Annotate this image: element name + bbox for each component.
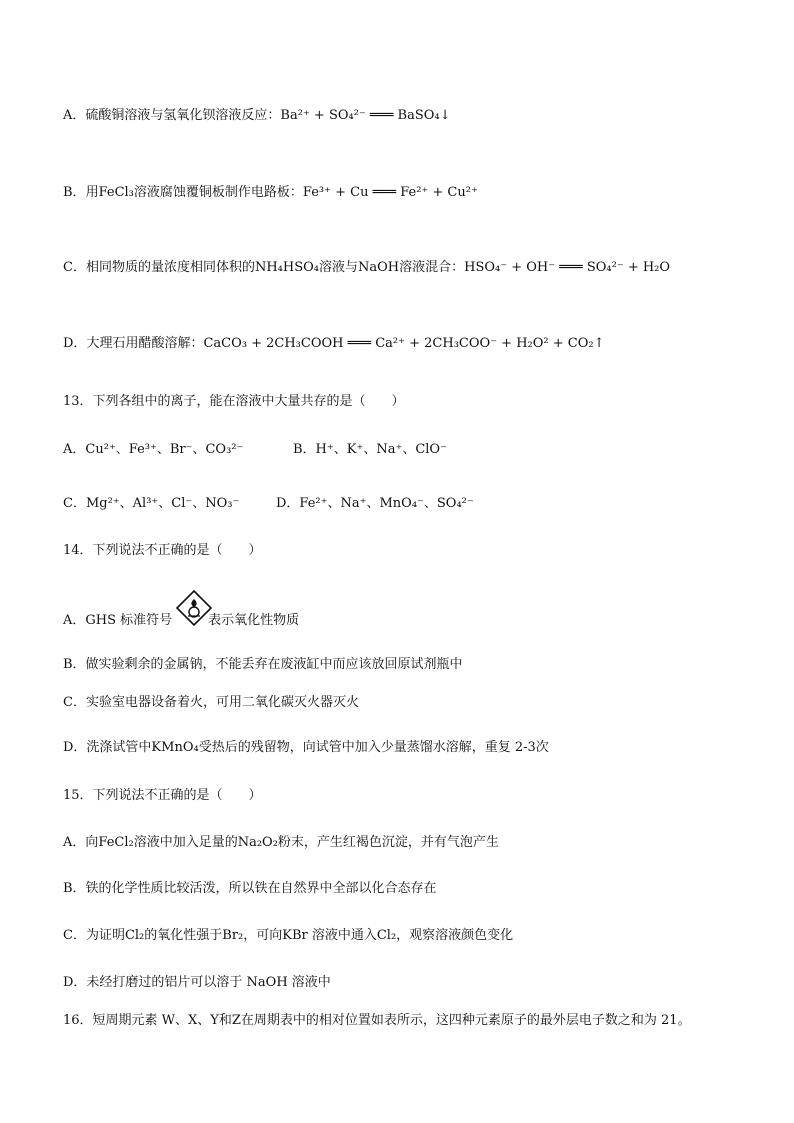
q15-option-d: D．未经打磨过的铝片可以溶于 NaOH 溶液中 [63,975,331,990]
q12-b-text: 用FeCl₃溶液腐蚀覆铜板制作电路板： [85,185,303,200]
q12-a-label: A． [63,108,86,123]
q13-option-d: D．Fe²⁺、Na⁺、MnO₄⁻、SO₄²⁻ [276,496,474,511]
q16-stem: 16．短周期元素 W、X、Y和Z在周期表中的相对位置如表所示，这四种元素原子的最外层电子数之和为 21。 [63,1013,691,1028]
q13-option-b: B．H⁺、K⁺、Na⁺、ClO⁻ [293,442,447,457]
q12-c-label: C． [63,260,86,275]
q14-stem: 14．下列说法不正确的是（ ） [63,543,262,558]
q13-row-ab [63,440,723,460]
q14-option-b: B．做实验剩余的金属钠，不能丢弃在废液缸中而应该放回原试剂瓶中 [63,657,463,672]
q14-option-c: C．实验室电器设备着火，可用二氧化碳灭火器灭火 [63,695,359,710]
q12-c-equation: HSO₄⁻ + OH⁻ ═══ SO₄²⁻ + H₂O [464,260,671,275]
q12-c-text: 相同物质的量浓度相同体积的NH₄HSO₄溶液与NaOH溶液混合： [85,260,465,275]
q14-a-post: 表示氧化性物质 [208,613,300,628]
q12-a-text: 硫酸铜溶液与氢氧化钡溶液反应： [85,108,281,123]
q12-d-label: D． [63,336,87,351]
q12-d-equation: CaCO₃ + 2CH₃COOH ═══ Ca²⁺ + 2CH₃COO⁻ + H₂O² + CO₂↑ [203,336,605,351]
ghs-oxidizer-icon [175,589,213,627]
q12-option-a [63,106,451,126]
q12-option-b [63,183,478,203]
q15-option-a: A．向FeCl₂溶液中加入足量的Na₂O₂粉末，产生红褐色沉淀，并有气泡产生 [63,835,499,850]
q12-a-equation: Ba²⁺ + SO₄²⁻ ═══ BaSO₄↓ [280,108,451,123]
q13-stem: 13．下列各组中的离子，能在溶液中大量共存的是（ ） [63,394,405,409]
q12-option-c [63,258,670,278]
q12-b-label: B． [63,185,86,200]
q15-option-c: C．为证明Cl₂的氧化性强于Br₂，可向KBr 溶液中通入Cl₂，观察溶液颜色变化 [63,928,514,943]
q15-stem: 15．下列说法不正确的是（ ） [63,788,262,803]
q15-option-b: B．铁的化学性质比较活泼，所以铁在自然界中全部以化合态存在 [63,881,437,896]
q14-a-pre: A．GHS 标准符号 [63,613,173,628]
q12-b-equation: Fe³⁺ + Cu ═══ Fe²⁺ + Cu²⁺ [302,185,478,200]
q13-row-cd [63,494,723,514]
q13-option-c: C．Mg²⁺、Al³⁺、Cl⁻、NO₃⁻ [63,496,240,511]
q12-d-text: 大理石用醋酸溶解： [86,336,204,351]
q14-option-d: D．洗涤试管中KMnO₄受热后的残留物，向试管中加入少量蒸馏水溶解，重复 2-3次 [63,740,549,755]
q12-option-d [63,334,605,354]
q13-option-a: A．Cu²⁺、Fe³⁺、Br⁻、CO₃²⁻ [63,442,244,457]
